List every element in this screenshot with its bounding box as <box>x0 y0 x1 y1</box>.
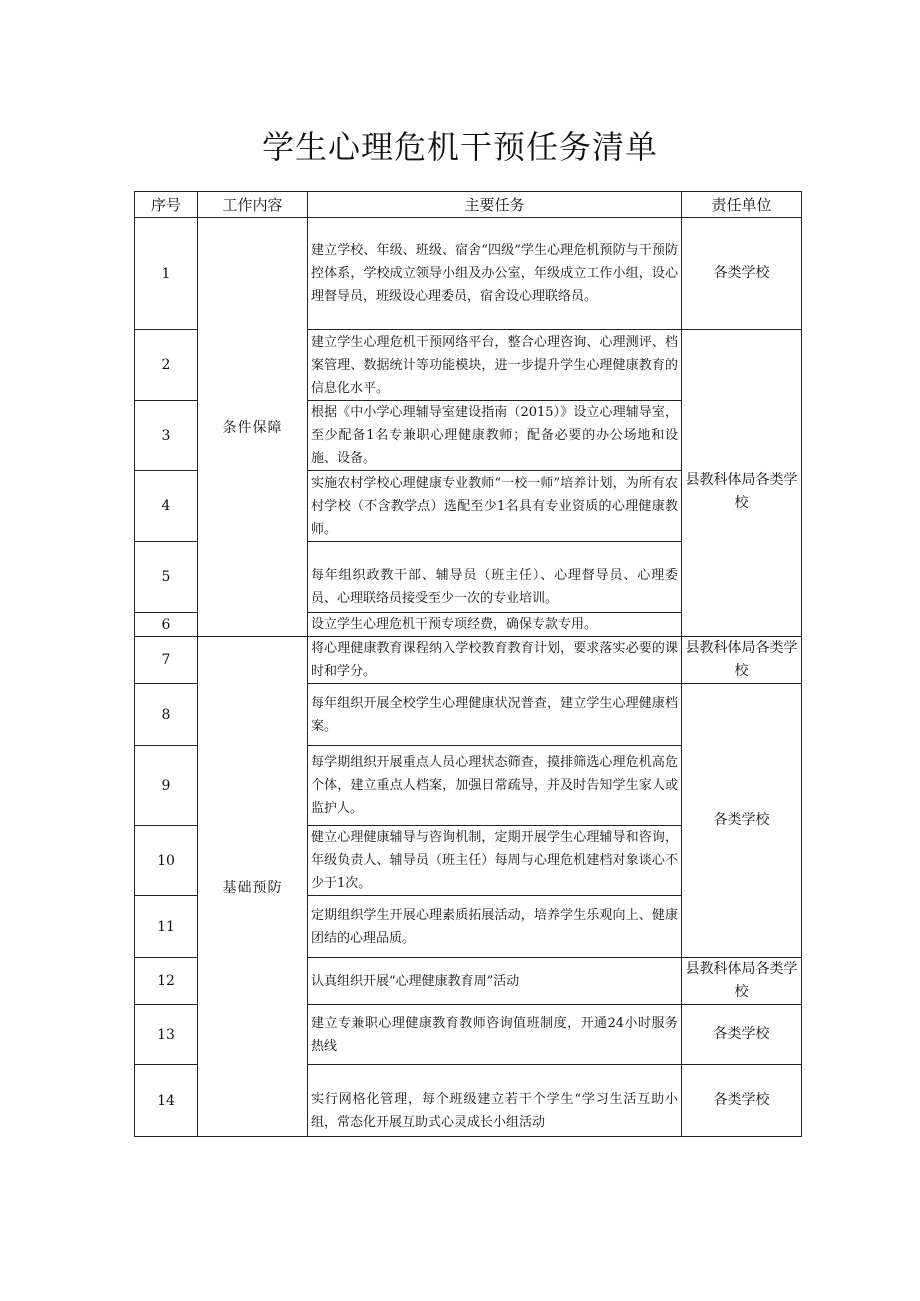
responsible-unit: 县教科体局各类学校 <box>682 637 802 684</box>
header-unit: 责任单位 <box>682 192 802 218</box>
row-number: 6 <box>135 613 198 637</box>
task-text: 建立学校、年级、班级、宿舍“四级”学生心理危机预防与干预防控体系，学校成立领导小组及办公室，年级成立工作小组，设心理督导员，班级设心理委员，宿舍设心理联络员。 <box>308 218 682 330</box>
row-number: 14 <box>135 1065 198 1137</box>
task-text: 定期组织学生开展心理素质拓展活动，培养学生乐观向上、健康团结的心理品质。 <box>308 896 682 958</box>
task-text: 建立专兼职心理健康教育教师咨询值班制度，开通24小时服务热线 <box>308 1005 682 1065</box>
responsible-unit: 各类学校 <box>682 1065 802 1137</box>
row-number: 8 <box>135 684 198 746</box>
task-text: 每学期组织开展重点人员心理状态筛查，摸排筛选心理危机高危个体，建立重点人档案，加强日常疏导，并及时告知学生家人或监护人。 <box>308 746 682 826</box>
task-text: 建立学生心理危机干预网络平台，整合心理咨询、心理测评、档案管理、数据统计等功能模块，进一步提升学生心理健康教育的信息化水平。 <box>308 330 682 401</box>
task-text: 实施农村学校心理健康专业教师“一校一师”培养计划，为所有农村学校（不含教学点）选配至少1名具有专业资质的心理健康教师。 <box>308 471 682 542</box>
responsible-unit: 各类学校 <box>682 1005 802 1065</box>
row-number: 12 <box>135 958 198 1005</box>
task-text: 健立心理健康辅导与咨询机制，定期开展学生心理辅导和咨询，年级负责人、辅导员（班主任）每周与心理危机建档对象谈心不少于1次。 <box>308 826 682 896</box>
category-prevention: 基础预防 <box>198 637 308 1137</box>
row-number: 1 <box>135 218 198 330</box>
page-title: 学生心理危机干预任务清单 <box>261 128 658 166</box>
responsible-unit: 各类学校 <box>682 684 802 958</box>
header-no: 序号 <box>135 192 198 218</box>
row-number: 2 <box>135 330 198 401</box>
row-number: 10 <box>135 826 198 896</box>
row-number: 7 <box>135 637 198 684</box>
row-number: 11 <box>135 896 198 958</box>
task-text: 实行网格化管理，每个班级建立若干个学生“学习生活互助小组，常态化开展互助式心灵成长小组活动 <box>308 1065 682 1137</box>
task-text: 每年组织开展全校学生心理健康状况普查，建立学生心理健康档案。 <box>308 684 682 746</box>
header-task: 主要任务 <box>308 192 682 218</box>
task-text: 根据《中小学心理辅导室建设指南（2015）》设立心理辅导室，至少配备1名专兼职心理健康教师；配备必要的办公场地和设施、设备。 <box>308 401 682 471</box>
table-header-row <box>135 192 802 218</box>
responsible-unit: 县教科体局各类学校 <box>682 330 802 637</box>
table-row <box>135 637 802 684</box>
table-row <box>135 218 802 330</box>
responsible-unit: 各类学校 <box>682 218 802 330</box>
row-number: 13 <box>135 1005 198 1065</box>
row-number: 9 <box>135 746 198 826</box>
row-number: 4 <box>135 471 198 542</box>
responsible-unit: 县教科体局各类学校 <box>682 958 802 1005</box>
row-number: 3 <box>135 401 198 471</box>
task-text: 每年组织政教干部、辅导员（班主任）、心理督导员、心理委员、心理联络员接受至少一次的专业培训。 <box>308 542 682 613</box>
category-conditions: 条件保障 <box>198 218 308 637</box>
header-content: 工作内容 <box>198 192 308 218</box>
row-number: 5 <box>135 542 198 613</box>
task-table <box>134 191 802 1137</box>
task-text: 认真组织开展“心理健康教育周”活动 <box>308 958 682 1005</box>
task-text: 设立学生心理危机干预专项经费，确保专款专用。 <box>308 613 682 637</box>
task-text: 将心理健康教育课程纳入学校教育教育计划，要求落实必要的课时和学分。 <box>308 637 682 684</box>
